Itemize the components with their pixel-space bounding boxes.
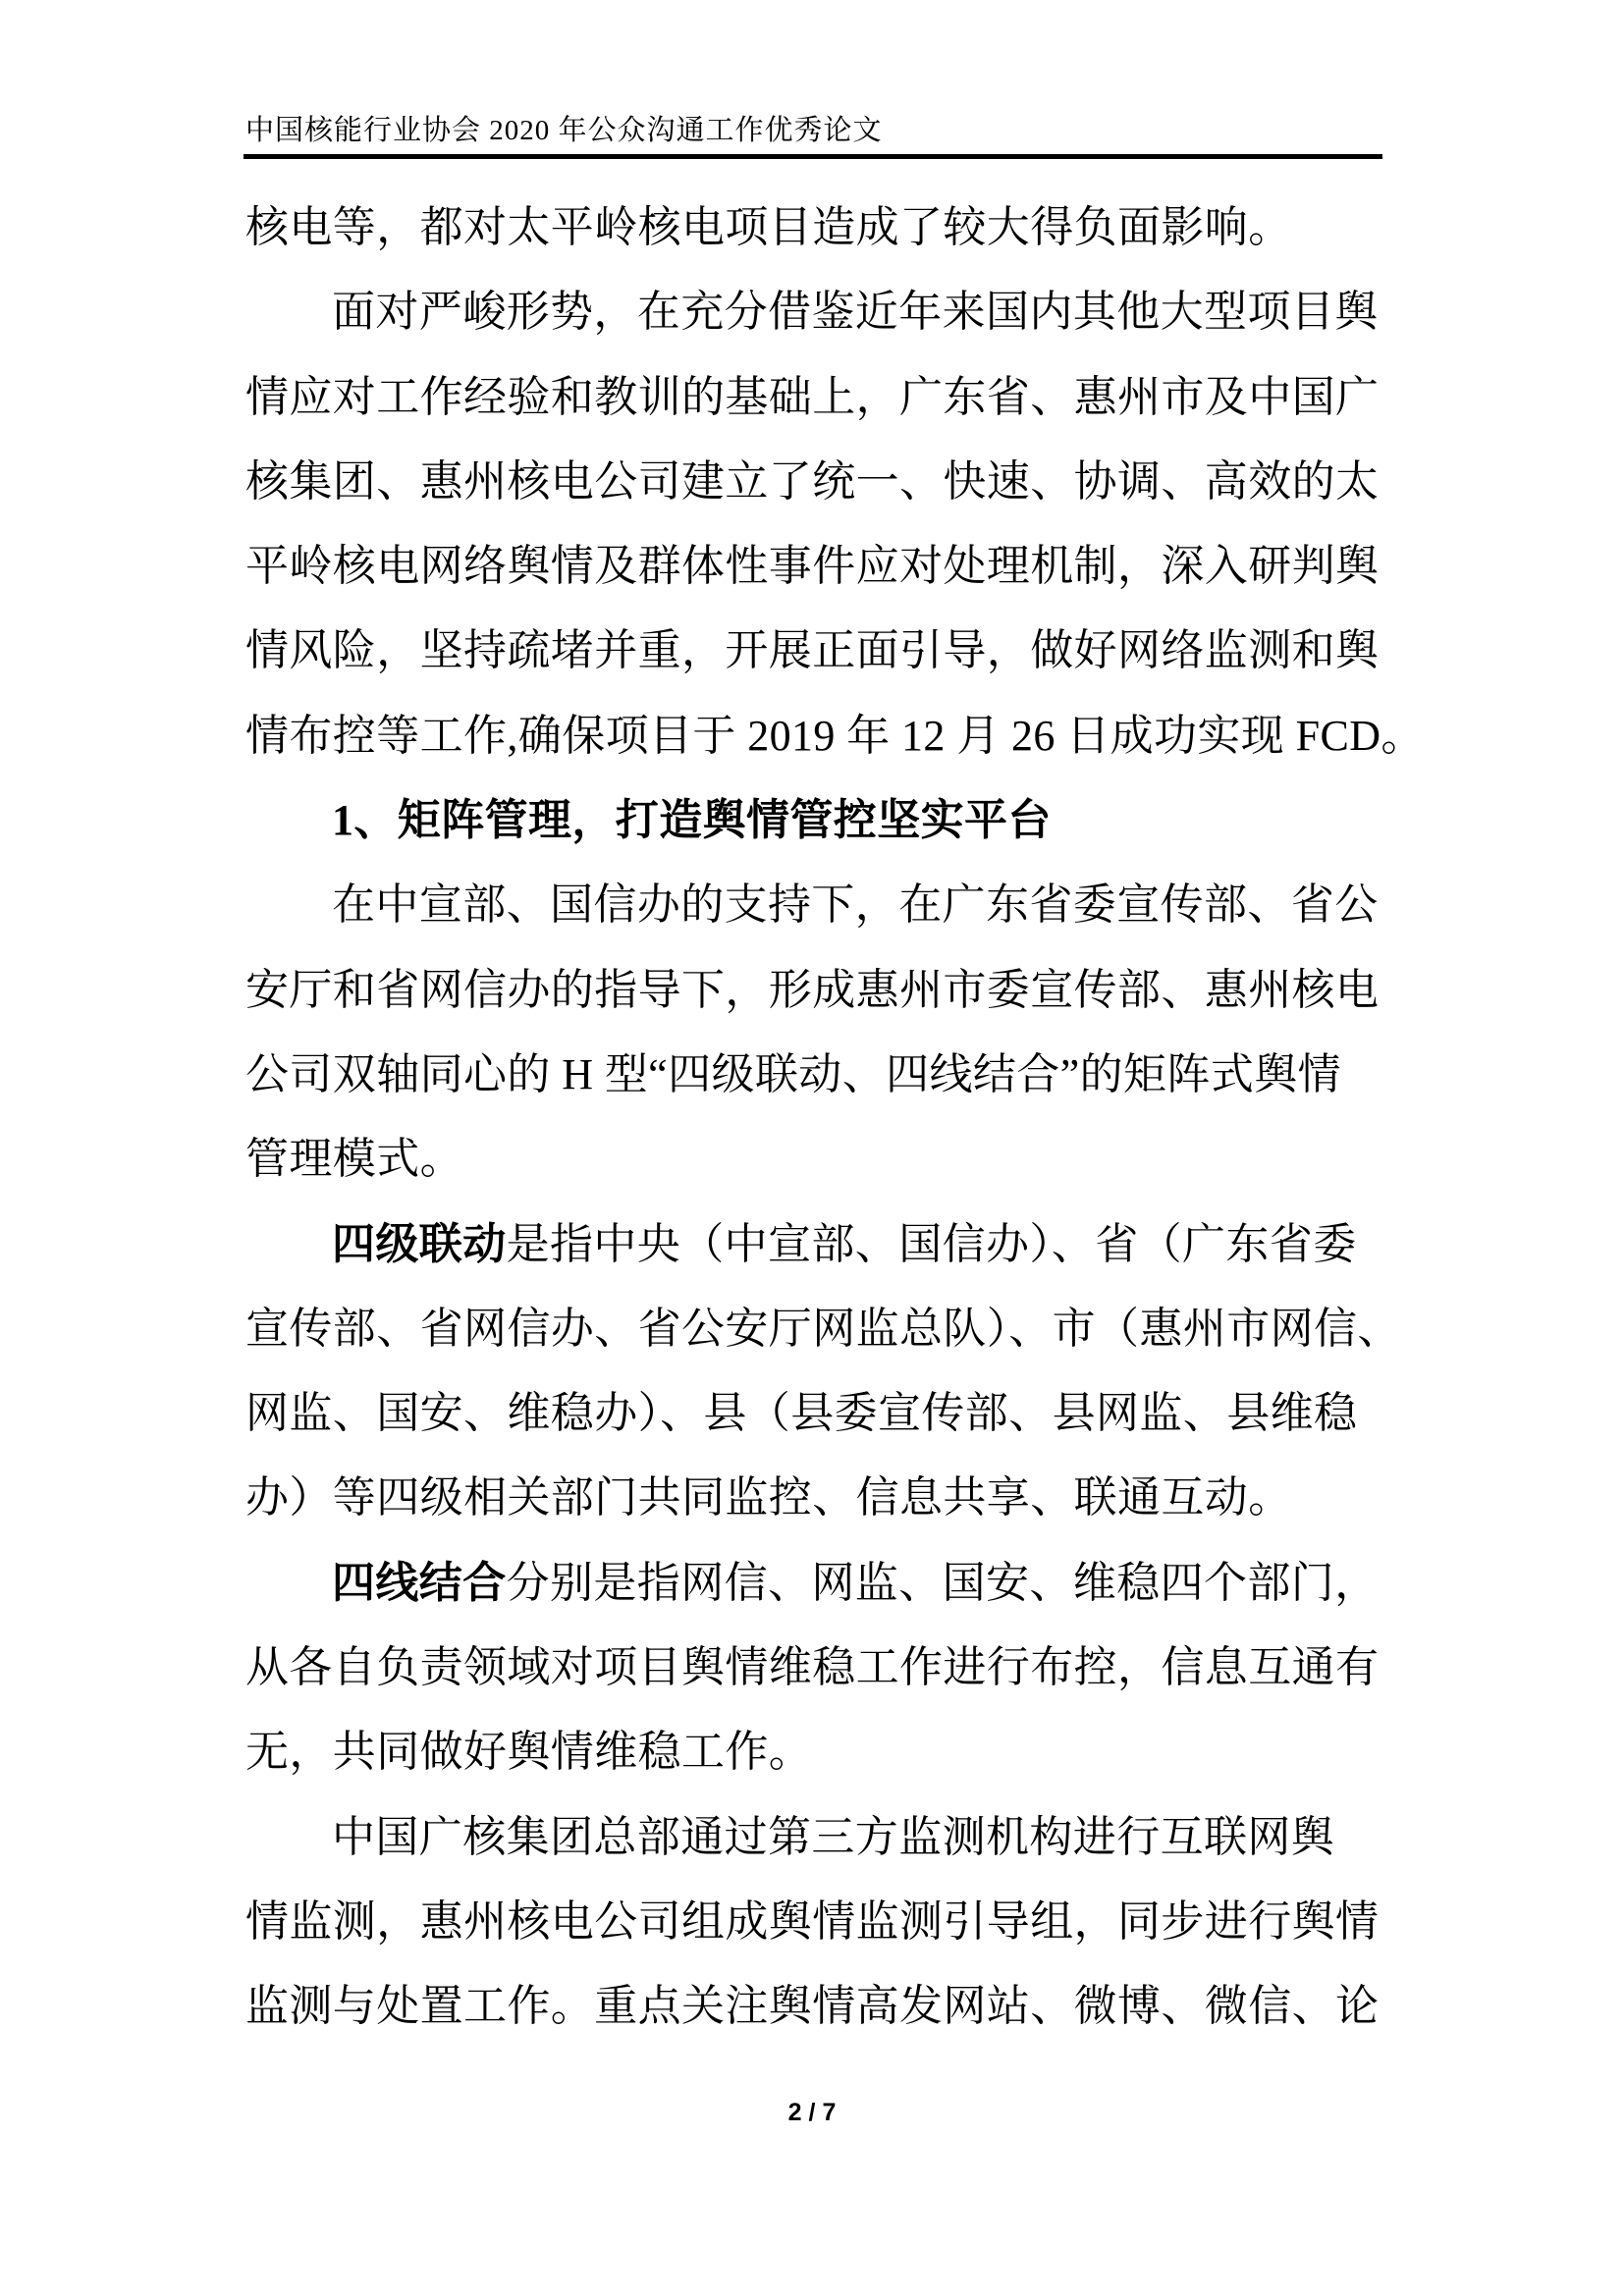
text-line-text: 情监测，惠州核电公司组成舆情监测引导组，同步进行舆情 <box>245 1896 1380 1946</box>
text-line-text: 情应对工作经验和教训的基础上，广东省、惠州市及中国广 <box>245 372 1380 421</box>
text-line-text: 情风险，坚持疏堵并重，开展正面引导，做好网络监测和舆 <box>245 626 1380 675</box>
text-line-text: 网监、国安、维稳办）、县（县委宣传部、县网监、县维稳 <box>245 1389 1358 1438</box>
text-line-text: 是指中央（中宣部、国信办）、省（广东省委 <box>506 1219 1357 1268</box>
text-line <box>245 1117 1379 1201</box>
text-line <box>245 186 1379 270</box>
text-line-text: 1、矩阵管理，打造舆情管控坚实平台 <box>332 796 1052 845</box>
text-line-text: 分别是指网信、网监、国安、维稳四个部门， <box>506 1558 1379 1607</box>
text-line-text: 办）等四级相关部门共同监控、信息共享、联通互动。 <box>245 1473 1292 1522</box>
text-line-text: 平岭核电网络舆情及群体性事件应对处理机制，深入研判舆 <box>245 542 1380 591</box>
text-line-text: 在中宣部、国信办的支持下，在广东省委宣传部、省公 <box>332 881 1379 930</box>
text-line-bold-prefix: 四级联动 <box>332 1219 507 1268</box>
text-line <box>245 1033 1379 1117</box>
text-line <box>245 609 1379 693</box>
text-line-text: 监测与处置工作。重点关注舆情高发网站、微博、微信、论 <box>245 1982 1380 2031</box>
text-line-text: 核电等，都对太平岭核电项目造成了较大得负面影响。 <box>245 203 1292 251</box>
text-line <box>245 524 1379 609</box>
text-line <box>245 694 1425 778</box>
page-number-total: 7 <box>822 2099 837 2126</box>
text-line <box>245 1541 1379 1626</box>
text-line <box>245 948 1379 1033</box>
text-line-text: 宣传部、省网信办、省公安厅网监总队）、市（惠州市网信、 <box>245 1304 1401 1353</box>
header-title: 中国核能行业协会 2020 年公众沟通工作优秀论文 <box>245 115 883 146</box>
text-line-text: 中国广核集团总部通过第三方监测机构进行互联网舆 <box>332 1812 1335 1861</box>
text-line <box>245 1964 1379 2049</box>
page-footer <box>0 2097 1624 2128</box>
text-line <box>245 355 1379 440</box>
text-line <box>245 1456 1379 1540</box>
text-line <box>245 1202 1379 1287</box>
header-rule <box>244 154 1382 159</box>
text-line <box>245 1626 1379 1710</box>
text-line-text: 无，共同做好舆情维稳工作。 <box>245 1728 813 1777</box>
document-body <box>245 186 1425 2050</box>
text-line <box>245 1287 1401 1371</box>
page-number-current: 2 <box>787 2099 802 2126</box>
text-line-text: 管理模式。 <box>245 1135 463 1184</box>
text-line <box>245 1371 1379 1456</box>
text-line <box>245 1710 1379 1794</box>
text-line-text: 公司双轴同心的 H 型“四级联动、四线结合”的矩阵式舆情 <box>245 1049 1342 1098</box>
text-line <box>245 1795 1379 1880</box>
text-line-bold-prefix: 四线结合 <box>332 1558 507 1607</box>
text-line-text: 面对严峻形势，在充分借鉴近年来国内其他大型项目舆 <box>332 288 1379 337</box>
page-number-separator: / <box>808 2099 816 2126</box>
text-line <box>245 440 1379 524</box>
text-line-text: 从各自负责领域对项目舆情维稳工作进行布控，信息互通有 <box>245 1643 1380 1692</box>
text-line-text: 情布控等工作,确保项目于 2019 年 12 月 26 日成功实现 FCD。 <box>245 711 1425 760</box>
text-line <box>245 778 1379 863</box>
text-line-text: 核集团、惠州核电公司建立了统一、快速、协调、高效的太 <box>245 456 1380 506</box>
text-line <box>245 1880 1379 1964</box>
text-line <box>245 270 1379 354</box>
text-line <box>245 863 1379 947</box>
text-line-text: 安厅和省网信办的指导下，形成惠州市委宣传部、惠州核电 <box>245 965 1380 1014</box>
